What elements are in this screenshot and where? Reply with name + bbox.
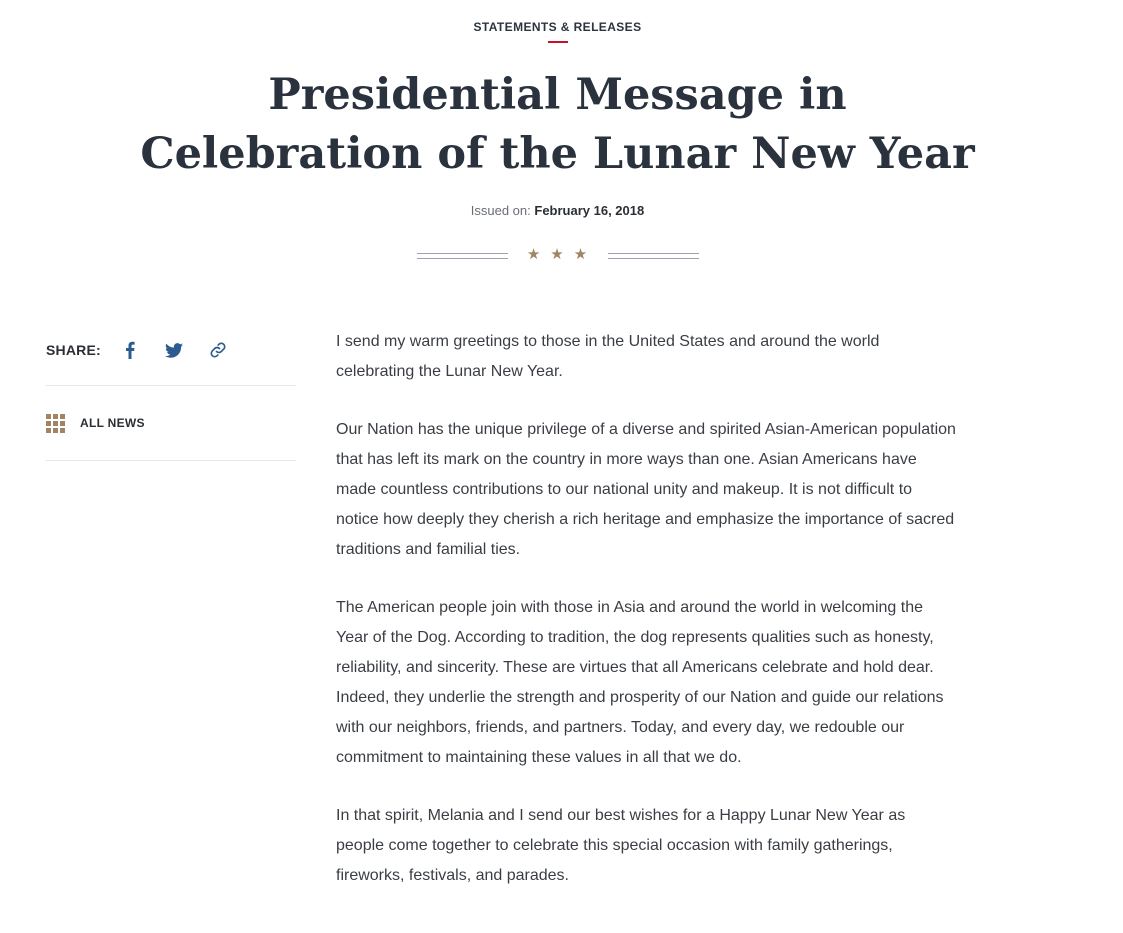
article-paragraph: The American people join with those in Asia and around the world in welcoming the Year of the Dog. According to tradition, the dog represents qualities such as honesty, reliability, and sincerity. These are virtues that all Americans celebrate and hold dear. Indeed, they underlie the strength and prosperity of our Nation and guide our relations with our neighbors, friends, and partners. Today, and every day, we redouble our commitment to maintaining these values in all that we do. bbox=[336, 599, 944, 766]
grid-icon bbox=[46, 414, 65, 433]
article-sidebar bbox=[46, 330, 296, 461]
article-paragraph: I send my warm greetings to those in the United States and around the world celebrating the Lunar New Year. bbox=[336, 333, 880, 380]
section-eyebrow[interactable]: STATEMENTS & RELEASES bbox=[473, 20, 642, 34]
issued-label: Issued on: bbox=[470, 203, 531, 218]
all-news-link[interactable] bbox=[46, 386, 296, 461]
article-body bbox=[336, 327, 956, 919]
article-paragraph: Our Nation has the unique privilege of a diverse and spirited Asian-American population that has left its mark on the country in more ways than one. Asian Americans have made countless contributions to our national unity and makeup. It is not difficult to notice how deeply they cherish a rich heritage and emphasize the importance of sacred traditions and familial ties. bbox=[336, 421, 956, 558]
link-icon[interactable] bbox=[207, 339, 229, 361]
share-label: SHARE: bbox=[46, 342, 101, 358]
divider-stars: ★★★ bbox=[526, 246, 598, 263]
title-line-1: Presidential Message in bbox=[268, 70, 847, 120]
decorative-divider bbox=[417, 244, 699, 266]
twitter-icon[interactable] bbox=[163, 339, 185, 361]
issued-date-value: February 16, 2018 bbox=[534, 203, 645, 218]
all-news-label: ALL NEWS bbox=[80, 416, 145, 430]
divider-lines-right bbox=[608, 253, 699, 259]
divider-lines-left bbox=[417, 253, 508, 259]
facebook-icon[interactable] bbox=[119, 339, 141, 361]
page-title bbox=[0, 66, 1115, 184]
share-bar bbox=[46, 330, 296, 386]
article-paragraph: In that spirit, Melania and I send our best wishes for a Happy Lunar New Year as people come together to celebrate this special occasion with family gatherings, fireworks, festivals, and parades. bbox=[336, 807, 906, 884]
eyebrow-underline bbox=[548, 41, 568, 43]
title-line-2: Celebration of the Lunar New Year bbox=[140, 129, 975, 179]
issued-date bbox=[0, 203, 1115, 218]
